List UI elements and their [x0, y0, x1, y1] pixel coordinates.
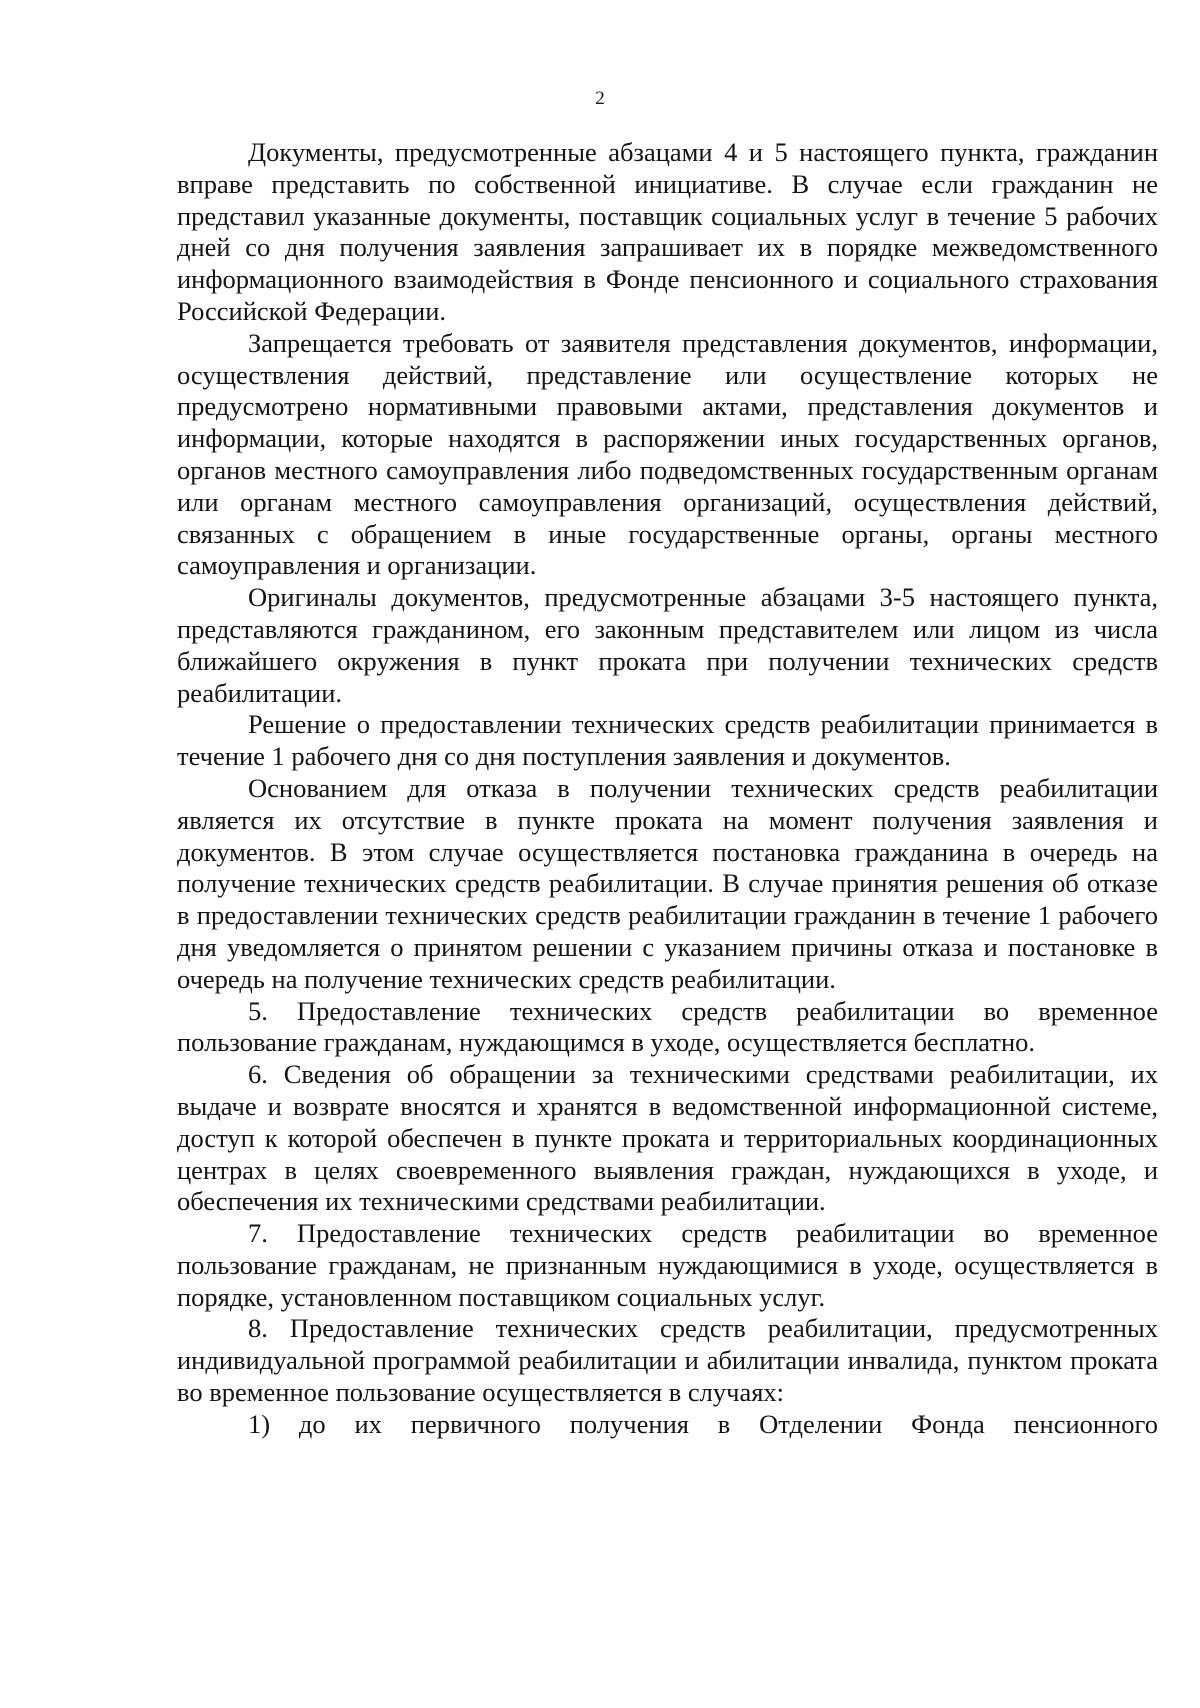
paragraph: Решение о предоставлении технических средств реабилитации принимается в течение 1 рабочего дня со дня поступления заявления и документов. [177, 709, 1158, 772]
page-number: 2 [595, 88, 605, 109]
paragraph: 6. Сведения об обращении за техническими средствами реабилитации, их выдаче и возврате вносятся и хранятся в ведомственной информационной системе, доступ к которой обеспечен в пункте проката и территориальных координационных центрах в целях своевременного выявления граждан, нуждающихся в уходе, и обеспечения их техническими средствами реабилитации. [177, 1059, 1158, 1217]
paragraph: Документы, предусмотренные абзацами 4 и 5 настоящего пункта, гражданин вправе представить по собственной инициативе. В случае если гражданин не представил указанные документы, поставщик социальных услуг в течение 5 рабочих дней со дня получения заявления запрашивает их в порядке межведомственного информационного взаимодействия в Фонде пенсионного и социального страхования Российской Федерации. [177, 137, 1158, 326]
paragraph: Оригиналы документов, предусмотренные абзацами 3-5 настоящего пункта, представляются гражданином, его законным представителем или лицом из числа ближайшего окружения в пункт проката при получении технических средств реабилитации. [177, 582, 1158, 708]
paragraph: Основанием для отказа в получении технических средств реабилитации является их отсутствие в пункте проката на момент получения заявления и документов. В этом случае осуществляется постановка гражданина в очередь на получение технических средств реабилитации. В случае принятия решения об отказе в предоставлении технических средств реабилитации гражданин в течение 1 рабочего дня уведомляется о принятом решении с указанием причины отказа и постановке в очередь на получение технических средств реабилитации. [177, 772, 1158, 994]
paragraph: 7. Предоставление технических средств реабилитации во временное пользование гражданам, не признанным нуждающимися в уходе, осуществляется в порядке, установленном поставщиком социальных услуг. [177, 1218, 1158, 1312]
paragraph: Запрещается требовать от заявителя представления документов, информации, осуществления действий, представление или осуществление которых не предусмотрено нормативными правовыми актами, представления документов и информации, которые находятся в распоряжении иных государственных органов, органов местного самоуправления либо подведомственных государственным органам или органам местного самоуправления организаций, осуществления действий, связанных с обращением в иные государственные органы, органы местного самоуправления и организации. [177, 327, 1158, 581]
paragraph: 1) до их первичного получения в Отделении Фонда пенсионного [248, 1408, 1158, 1439]
paragraph: 5. Предоставление технических средств реабилитации во временное пользование гражданам, нуждающимся в уходе, осуществляется бесплатно. [177, 995, 1158, 1058]
document-body [177, 137, 1158, 1441]
paragraph: 8. Предоставление технических средств реабилитации, предусмотренных индивидуальной программой реабилитации и абилитации инвалида, пунктом проката во временное пользование осуществляется в случаях: [177, 1313, 1158, 1408]
